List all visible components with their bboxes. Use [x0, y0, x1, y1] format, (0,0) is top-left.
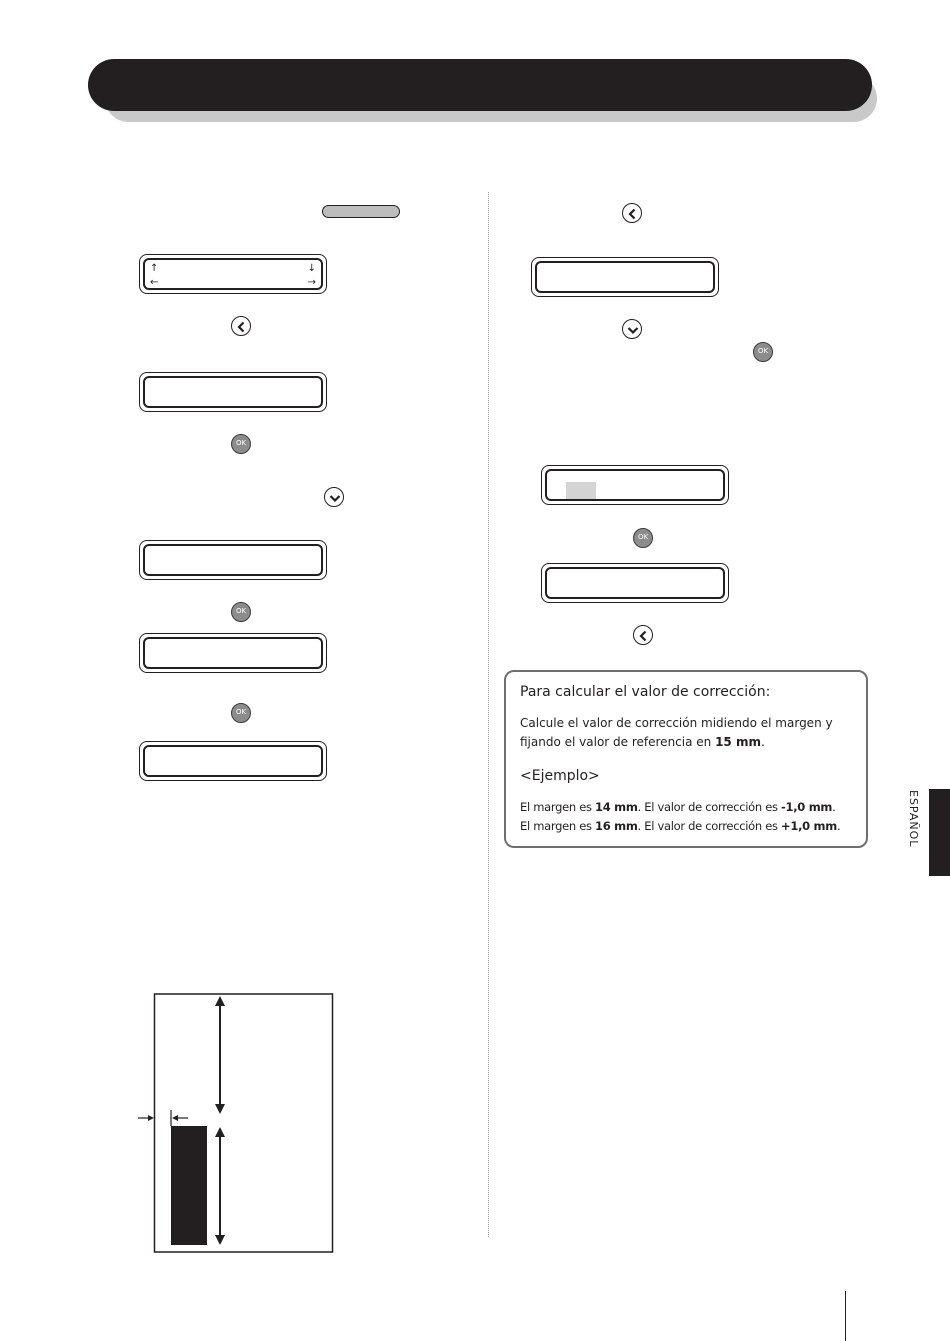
lcd-display-value: [541, 465, 729, 505]
chevron-left-icon: [231, 316, 251, 336]
printed-block: [171, 1126, 207, 1245]
margin-diagram: [130, 990, 340, 1256]
lcd-display: [531, 257, 719, 297]
lcd-display: [541, 563, 729, 603]
example-text: El margen es: [520, 800, 596, 814]
ok-button-icon: [231, 703, 251, 723]
example-line-1: [520, 798, 864, 817]
example-margin: 16 mm: [595, 819, 638, 833]
example-text: . El valor de corrección es: [637, 819, 782, 833]
example-line-2: [520, 817, 864, 836]
menu-button-graphic: [322, 205, 400, 218]
correction-note-box: [504, 670, 868, 848]
language-label-text: ESPAÑOL: [907, 790, 920, 848]
ok-label: OK: [235, 607, 247, 615]
ok-label: OK: [235, 439, 247, 447]
lcd-display: [139, 741, 327, 781]
lcd-display: [139, 372, 327, 412]
note-body-text: Calcule el valor de corrección midiendo el margen y fijando el valor de referencia en: [520, 716, 833, 749]
example-text: El margen es: [520, 819, 596, 833]
example-margin: 14 mm: [595, 800, 638, 814]
example-text: .: [832, 800, 836, 814]
column-divider: [488, 192, 489, 1237]
ok-label: OK: [235, 708, 247, 716]
note-body-end: .: [760, 735, 765, 749]
chevron-left-icon: [633, 625, 653, 645]
arrow-down-icon: ↓: [307, 263, 316, 274]
header-bar: [88, 59, 872, 111]
page-number-rule: [845, 1291, 846, 1341]
arrow-right-icon: →: [307, 277, 316, 288]
example-correction: +1,0 mm: [781, 819, 837, 833]
note-example-lines: [520, 798, 864, 836]
ok-button-icon: [231, 602, 251, 622]
lcd-display: [139, 540, 327, 580]
ok-label: OK: [757, 347, 769, 355]
language-tab-label: [898, 790, 928, 876]
example-correction: -1,0 mm: [781, 800, 833, 814]
chevron-left-icon: [622, 203, 642, 223]
ok-button-icon: [231, 434, 251, 454]
ok-button-icon: [753, 342, 773, 362]
language-tab: [929, 789, 950, 876]
note-example-label: <Ejemplo>: [520, 768, 600, 784]
note-title: Para calcular el valor de corrección:: [520, 684, 771, 700]
arrow-up-icon: ↑: [150, 263, 159, 274]
note-reference-value: 15 mm: [715, 735, 761, 749]
chevron-down-icon: [622, 319, 642, 339]
example-text: .: [836, 819, 841, 833]
example-text: . El valor de corrección es: [637, 800, 782, 814]
arrow-left-icon: ←: [150, 277, 159, 288]
ok-button-icon: [633, 528, 653, 548]
ok-label: OK: [637, 533, 649, 541]
note-body: [520, 714, 860, 752]
lcd-display-nav: [139, 254, 327, 294]
value-cursor-highlight: [566, 482, 596, 499]
lcd-display: [139, 633, 327, 673]
chevron-down-icon: [324, 487, 344, 507]
